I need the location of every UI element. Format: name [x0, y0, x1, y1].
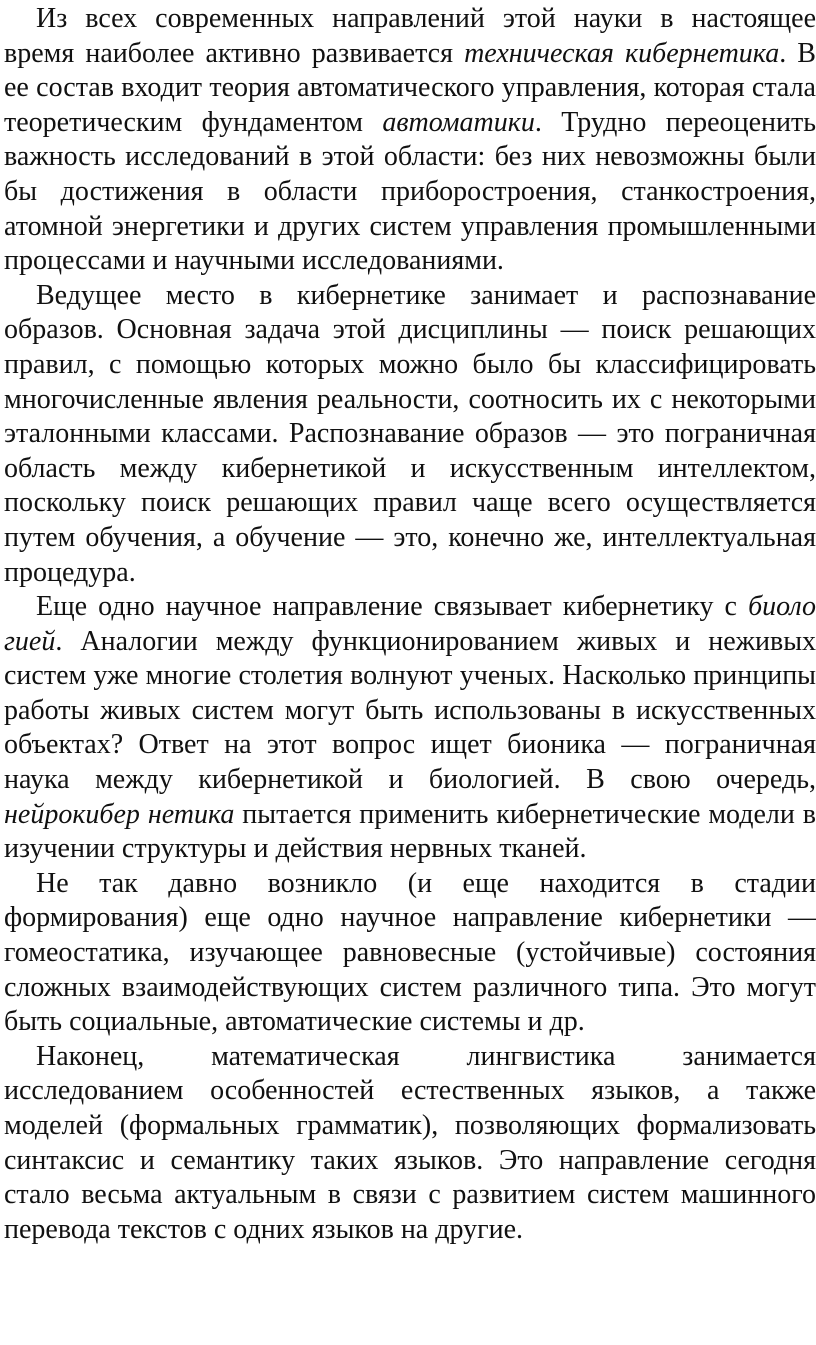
paragraph-pattern-recognition	[4, 279, 816, 590]
text-span: . Трудно переоценить важность исследований в этой области: без них невозможны были бы достижения в области приборостроения, станкостроения, атомной энергетики и других систем управления промышленными процессами и научными исследованиями.	[4, 106, 816, 277]
text-span: Еще одно научное направление связывает кибернетику с	[36, 591, 749, 623]
paragraph-biology	[4, 590, 816, 867]
paragraph-math-linguistics	[4, 1040, 816, 1248]
text-span: Ведущее место в кибернетике занимает и распознавание образов. Основная задача этой дисциплины — поиск решающих правил, с помощью которых можно было бы классифицировать многочисленные явления реальности, соотносить их с некоторыми эталонными классами. Распознавание образов — это пограничная область между кибернетикой и искусственным интеллектом, поскольку поиск решающих правил чаще всего осуществляется путем обучения, а обучение — это, конечно же, интеллектуальная процедура.	[4, 279, 816, 588]
italic-term: биоло гией	[4, 591, 816, 657]
text-span: пытается применить кибернетические модели в изучении структуры и действия нервных тканей.	[4, 798, 816, 865]
italic-term: автоматики	[382, 106, 535, 138]
paragraph-technical-cybernetics	[4, 2, 816, 279]
paragraph-homeostatics	[4, 867, 816, 1040]
italic-term: нейрокибер нетика	[4, 798, 235, 830]
text-span: . В ее состав входит теория автоматического управления, которая стала теоретическим фундаментом	[4, 37, 816, 138]
text-span: Не так давно возникло (и еще находится в стадии формирования) еще одно научное направление кибернетики — гомеостатика, изучающее равновесные (устойчивые) состояния сложных взаимодействующих систем различного типа. Это могут быть социальные, автоматические системы и др.	[4, 867, 816, 1038]
body-text	[4, 2, 816, 1247]
italic-term: техническая кибернетика	[464, 37, 780, 69]
text-span: Из всех современных направлений этой науки в настоящее время наиболее активно развивается	[4, 3, 816, 69]
text-span: . Аналогии между функционированием живых и неживых систем уже многие столетия волнуют ученых. Насколько принципы работы живых систем могут быть использованы в искусственных объектах? Ответ на этот вопрос ищет бионика — пограничная наука между кибернетикой и биологией. В свою очередь,	[4, 625, 816, 796]
text-span: Наконец, математическая лингвистика занимается исследованием особенностей естественных языков, а также моделей (формальных грамматик), позволяющих формализовать синтаксис и семантику таких языков. Это направление сегодня стало весьма актуальным в связи с развитием систем машинного перевода текстов с одних языков на другие.	[4, 1040, 816, 1245]
